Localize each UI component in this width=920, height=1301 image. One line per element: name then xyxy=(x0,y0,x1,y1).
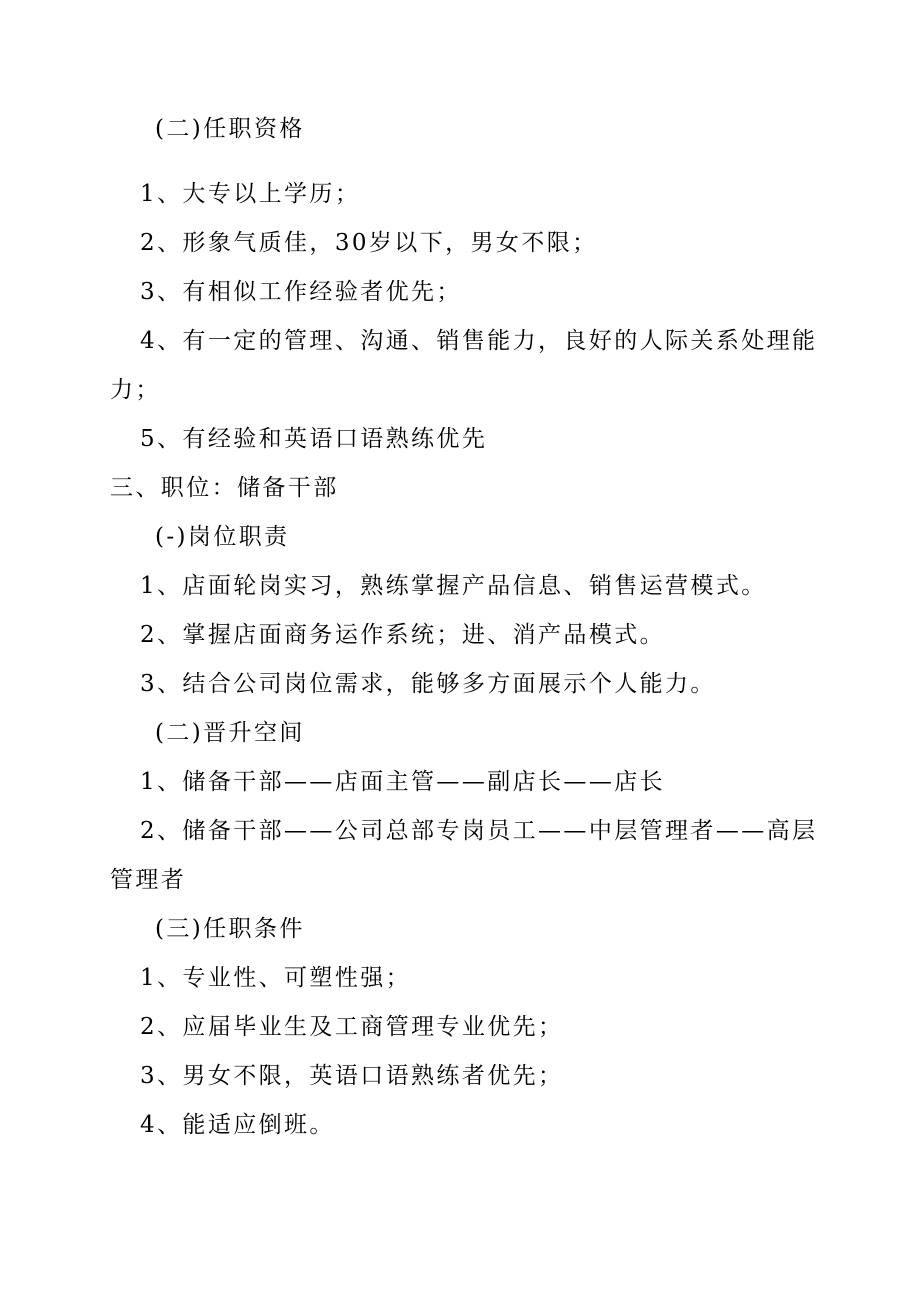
section-heading-position: 三、职位：储备干部 xyxy=(110,475,339,501)
list-item: 2、应届毕业生及工商管理专业优先； xyxy=(140,1014,564,1040)
section-heading-requirements: (三)任职条件 xyxy=(155,916,305,942)
list-item-continuation: 管理者 xyxy=(110,867,187,893)
list-item: 2、掌握店面商务运作系统；进、消产品模式。 xyxy=(140,622,666,648)
section-heading-duties: (-)岗位职责 xyxy=(155,524,290,550)
section-heading-qualifications: (二)任职资格 xyxy=(155,116,305,142)
list-item: 5、有经验和英语口语熟练优先 xyxy=(140,426,488,452)
list-item: 1、专业性、可塑性强； xyxy=(140,965,412,991)
section-heading-promotion: (二)晋升空间 xyxy=(155,720,305,746)
list-item: 2、形象气质佳，30岁以下，男女不限； xyxy=(140,230,598,256)
list-item: 4、能适应倒班。 xyxy=(140,1112,335,1138)
list-item: 1、大专以上学历； xyxy=(140,181,361,207)
list-item: 3、有相似工作经验者优先； xyxy=(140,279,462,305)
list-item: 3、男女不限，英语口语熟练者优先； xyxy=(140,1063,564,1089)
list-item: 1、储备干部——店面主管——副店长——店长 xyxy=(140,769,666,795)
list-item-continuation: 力； xyxy=(110,377,161,403)
list-item: 2、储备干部——公司总部专岗员工——中层管理者——高层 xyxy=(140,818,818,844)
list-item: 4、有一定的管理、沟通、销售能力，良好的人际关系处理能 xyxy=(140,328,818,354)
list-item: 3、结合公司岗位需求，能够多方面展示个人能力。 xyxy=(140,671,716,697)
list-item: 1、店面轮岗实习，熟练掌握产品信息、销售运营模式。 xyxy=(140,573,767,599)
